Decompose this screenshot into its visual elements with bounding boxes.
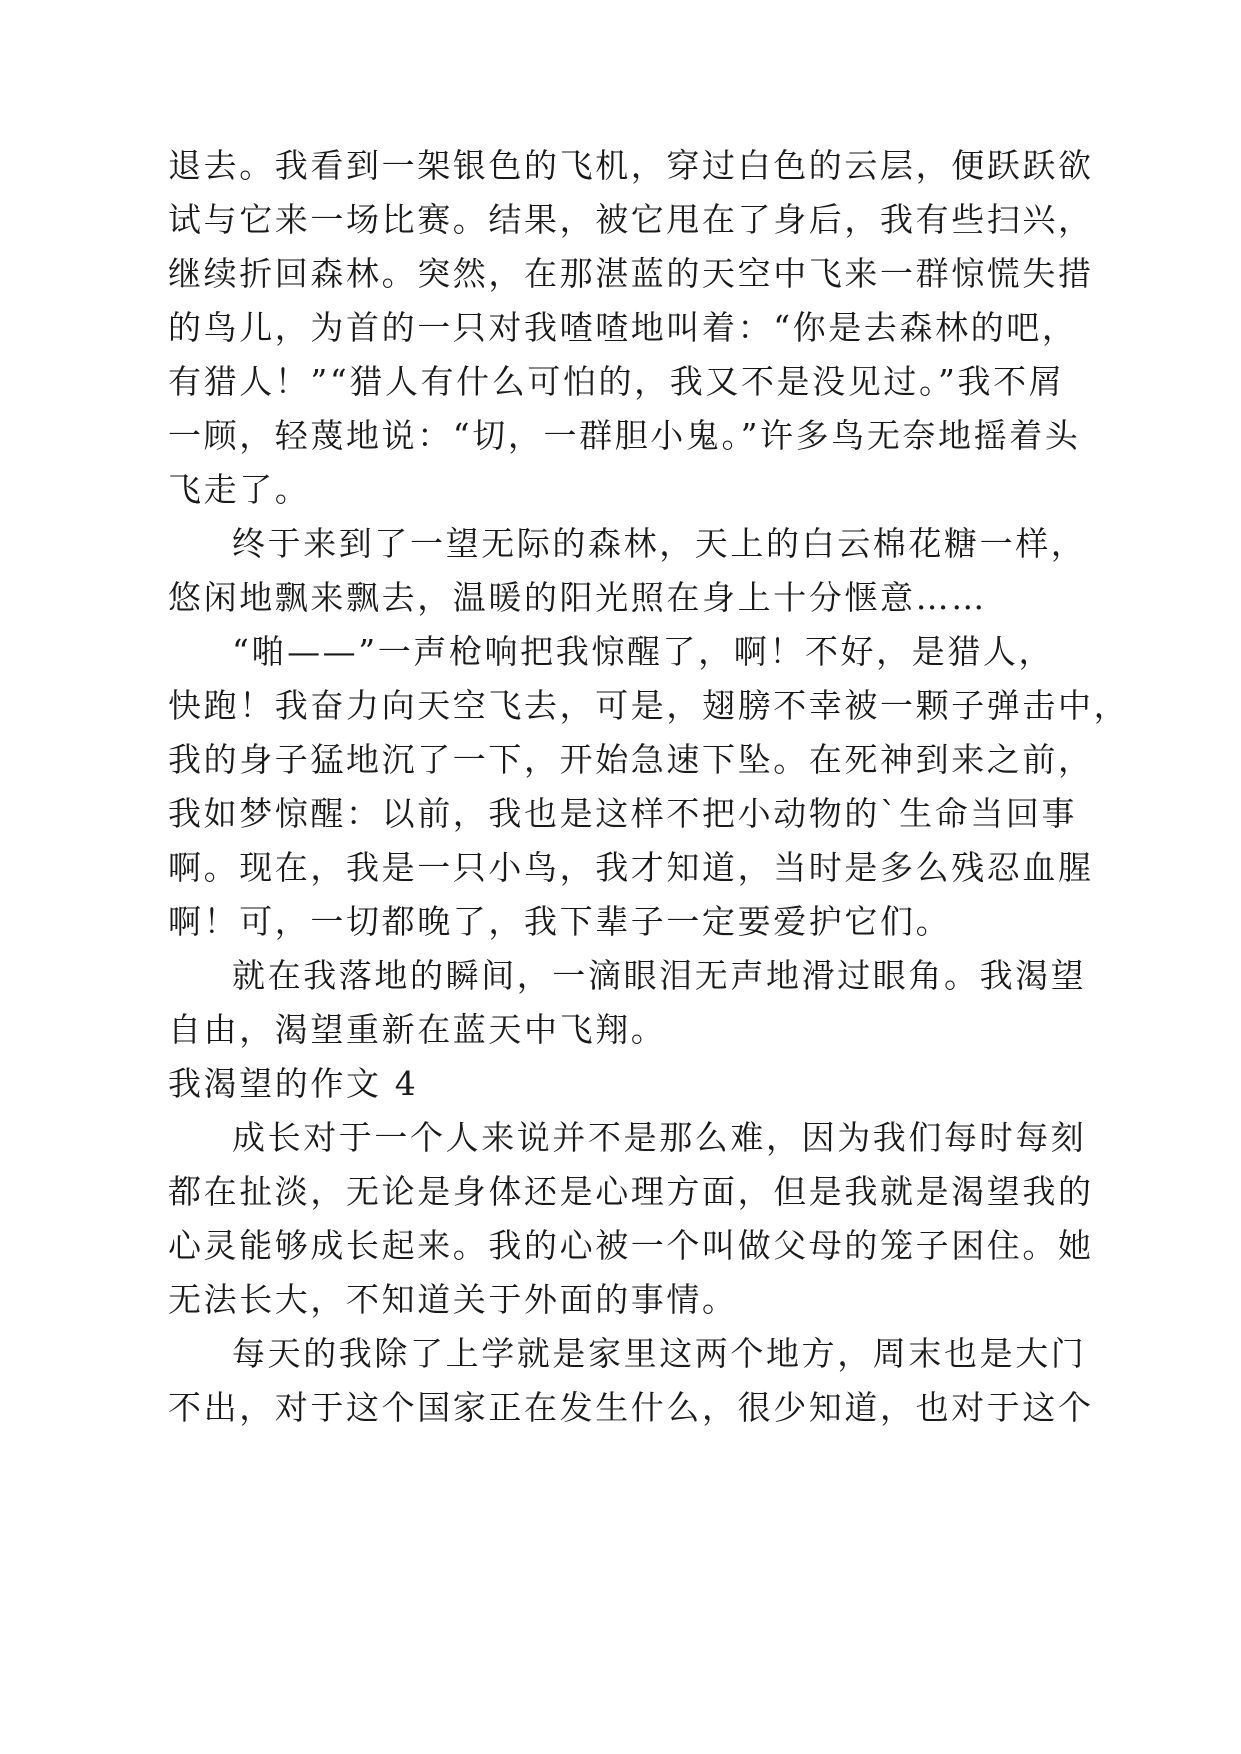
- section-heading: 我渴望的作文 4: [168, 1064, 419, 1103]
- paragraph-first-line: 每天的我除了上学就是家里这两个地方，周末也是大门: [232, 1334, 1087, 1373]
- text-line: 一顾，轻蔑地说：“切，一群胆小鬼。”许多鸟无奈地摇着头: [168, 416, 1081, 455]
- text-line: 有猎人！”“猎人有什么可怕的，我又不是没见过。”我不屑: [168, 362, 1065, 401]
- text-line: 啊！可，一切都晚了，我下辈子一定要爱护它们。: [168, 902, 952, 941]
- text-line: 快跑！我奋力向天空飞去，可是，翅膀不幸被一颗子弹击中，: [168, 686, 1130, 725]
- text-line: 啊。现在，我是一只小鸟，我才知道，当时是多么残忍血腥: [168, 848, 1094, 887]
- text-line: 的鸟儿，为首的一只对我喳喳地叫着：“你是去森林的吧，: [168, 308, 1078, 347]
- text-line: 都在扯淡，无论是身体还是心理方面，但是我就是渴望我的: [168, 1172, 1094, 1211]
- text-line: 试与它来一场比赛。结果，被它甩在了身后，我有些扫兴，: [168, 200, 1094, 239]
- text-line: 飞走了。: [168, 470, 311, 509]
- text-line: 悠闲地飘来飘去，温暖的阳光照在身上十分惬意……: [168, 578, 987, 617]
- text-line: 不出，对于这个国家正在发生什么，很少知道，也对于这个: [168, 1388, 1094, 1427]
- text-line: 退去。我看到一架银色的飞机，穿过白色的云层，便跃跃欲: [168, 146, 1094, 185]
- paragraph-first-line: “啪——”一声枪响把我惊醒了，啊！不好，是猎人，: [232, 632, 1055, 671]
- paragraph-first-line: 终于来到了一望无际的森林，天上的白云棉花糖一样，: [232, 524, 1087, 563]
- paragraph-first-line: 就在我落地的瞬间，一滴眼泪无声地滑过眼角。我渴望: [232, 956, 1087, 995]
- text-line: 我的身子猛地沉了一下，开始急速下坠。在死神到来之前，: [168, 740, 1094, 779]
- text-line: 心灵能够成长起来。我的心被一个叫做父母的笼子困住。她: [168, 1226, 1094, 1265]
- paragraph-first-line: 成长对于一个人来说并不是那么难，因为我们每时每刻: [232, 1118, 1087, 1157]
- text-line: 我如梦惊醒：以前，我也是这样不把小动物的`生命当回事: [168, 794, 1078, 833]
- text-line: 自由，渴望重新在蓝天中飞翔。: [168, 1010, 667, 1049]
- text-line: 继续折回森林。突然，在那湛蓝的天空中飞来一群惊慌失措: [168, 254, 1094, 293]
- text-line: 无法长大，不知道关于外面的事情。: [168, 1280, 738, 1319]
